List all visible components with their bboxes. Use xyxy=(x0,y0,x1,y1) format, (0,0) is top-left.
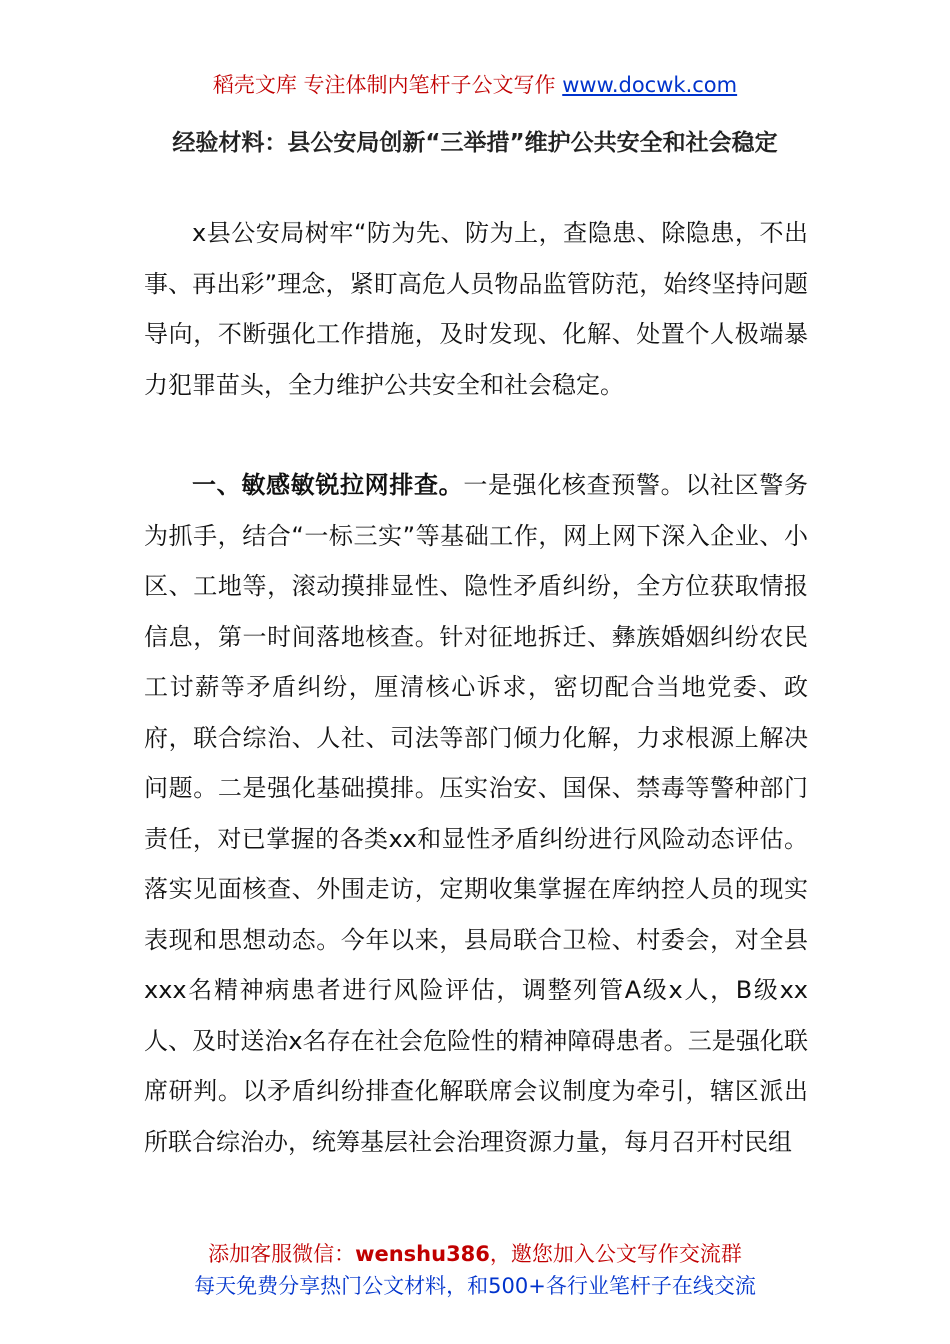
paragraph-text: x县公安局树牢“防为先、防为上，查隐患、除隐患，不出事、再出彩”理念，紧盯高危人员物品监管防范，始终坚持问题导向，不断强化工作措施，及时发现、化解、处置个人极端暴力犯罪苗头，全力维护公共安全和社会稳定。 xyxy=(144,219,808,399)
website-link[interactable]: www.docwk.com xyxy=(562,73,738,97)
footer-contact-line: 添加客服微信：wenshu386，邀您加入公文写作交流群 xyxy=(208,1242,742,1266)
wechat-id: wenshu386 xyxy=(355,1242,490,1266)
section-one-paragraph xyxy=(144,460,808,1167)
document-body xyxy=(144,208,808,1167)
brand-slogan: 稻壳文库 专注体制内笔杆子公文写作 xyxy=(212,73,563,97)
page-header xyxy=(0,70,950,100)
paragraph-text: 一是强化核查预警。以社区警务为抓手，结合“一标三实”等基础工作，网上网下深入企业、小区、工地等，滚动摸排显性、隐性矛盾纠纷，全方位获取情报信息，第一时间落地核查。针对征地拆迁、彝族婚姻纠纷农民工讨薪等矛盾纠纷，厘清核心诉求，密切配合当地党委、政府，联合综治、人社、司法等部门倾力化解，力求根源上解决问题。二是强化基础摸排。压实治安、国保、禁毒等警种部门责任，对已掌握的各类xx和显性矛盾纠纷进行风险动态评估。落实见面核查、外围走访，定期收集掌握在库纳控人员的现实表现和思想动态。今年以来，县局联合卫检、村委会，对全县xxx名精神病患者进行风险评估，调整列管A级x人，B级xx人、及时送治x名存在社会危险性的精神障碍患者。三是强化联席研判。以矛盾纠纷排查化解联席会议制度为牵引，辖区派出所联合综治办，统筹基层社会治理资源力量，每月召开村民组 xyxy=(144,471,809,1156)
intro-paragraph xyxy=(144,208,808,410)
footer-promo-line: 每天免费分享热门公文材料，和500+各行业笔杆子在线交流 xyxy=(194,1274,756,1298)
document-title: 经验材料：县公安局创新“三举措”维护公共安全和社会稳定 xyxy=(172,130,778,156)
page-footer xyxy=(0,1238,950,1302)
section-heading: 一、敏感敏锐拉网排查。 xyxy=(192,471,464,499)
